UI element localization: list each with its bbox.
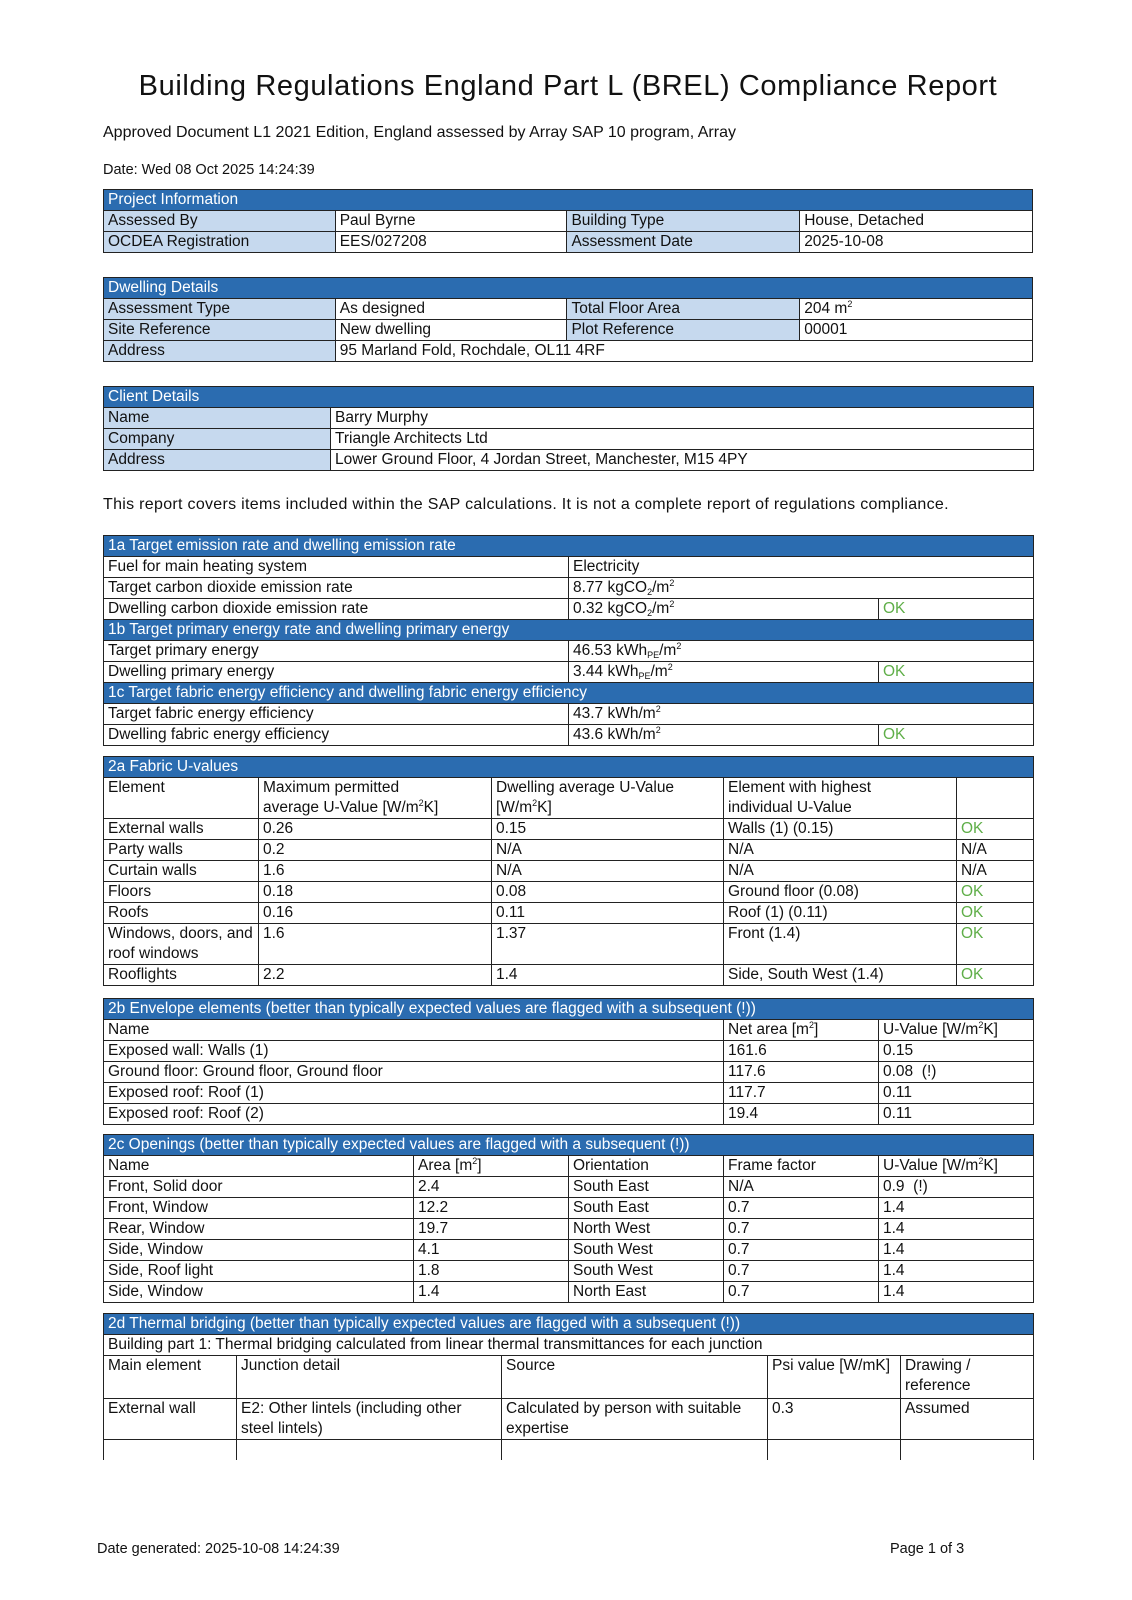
frame-factor: 0.7 <box>724 1198 879 1219</box>
section-header: 1b Target primary energy rate and dwelling primary energy <box>104 620 1034 641</box>
element-name: Windows, doors, and roof windows <box>104 924 259 965</box>
dwelling-primary-energy-value: 3.44 $kWh_{PE}/m^2$ <box>569 662 879 683</box>
u-value: 1.4 <box>879 1261 1034 1282</box>
max-u-value: 0.18 <box>259 882 492 903</box>
status-badge: N/A <box>957 840 1034 861</box>
u-value: 0.9 (!) <box>879 1177 1034 1198</box>
column-header <box>957 778 1034 819</box>
section-header: 2b Envelope elements (better than typically expected values are flagged with a subsequent (!)) <box>104 999 1034 1020</box>
floor-area-value: 204 $m^2$ <box>800 299 1033 320</box>
opening-name: Rear, Window <box>104 1219 414 1240</box>
row-label: Target carbon dioxide emission rate <box>104 578 569 599</box>
max-u-value: 1.6 <box>259 924 492 965</box>
dwelling-fee-value: 43.6 kWh/$m^2$ <box>569 725 879 746</box>
status-badge: OK <box>879 662 1034 683</box>
field-label: Building Type <box>567 211 800 232</box>
status-badge: OK <box>957 965 1034 986</box>
envelope-name: Exposed wall: Walls (1) <box>104 1041 724 1062</box>
section-header: 1a Target emission rate and dwelling emission rate <box>104 536 1034 557</box>
orientation: North West <box>569 1219 724 1240</box>
assessment-date-value: 2025-10-08 <box>800 232 1033 253</box>
status-badge: OK <box>879 599 1034 620</box>
max-u-value: 0.2 <box>259 840 492 861</box>
opening-area: 4.1 <box>414 1240 569 1261</box>
project-information-table <box>103 189 1033 253</box>
dwelling-details-table <box>103 277 1033 362</box>
fabric-u-values-table <box>103 756 1034 986</box>
field-label: OCDEA Registration <box>104 232 336 253</box>
column-header: Junction detail <box>237 1356 502 1399</box>
column-header: Frame factor <box>724 1156 879 1177</box>
assessment-type-value: As designed <box>335 299 567 320</box>
status-badge: OK <box>957 903 1034 924</box>
target-primary-energy-value: 46.53 $kWh_{PE}/m^2$ <box>569 641 1034 662</box>
orientation: South East <box>569 1177 724 1198</box>
u-value: 0.11 <box>879 1104 1034 1125</box>
footer-generated-date: Date generated: 2025-10-08 14:24:39 <box>97 1541 340 1557</box>
table-row <box>104 1282 1034 1303</box>
row-label: Dwelling carbon dioxide emission rate <box>104 599 569 620</box>
table-row <box>104 1240 1034 1261</box>
field-label: Site Reference <box>104 320 336 341</box>
row-label: Fuel for main heating system <box>104 557 569 578</box>
column-header: Element with highest individual U-Value <box>724 778 957 819</box>
column-header: Source <box>502 1356 768 1399</box>
opening-area: 12.2 <box>414 1198 569 1219</box>
column-header: Element <box>104 778 259 819</box>
net-area: 117.7 <box>724 1083 879 1104</box>
max-u-value: 0.26 <box>259 819 492 840</box>
max-u-value: 0.16 <box>259 903 492 924</box>
element-name: Party walls <box>104 840 259 861</box>
client-details-table <box>103 386 1034 471</box>
orientation: South West <box>569 1261 724 1282</box>
section-header: Project Information <box>104 190 1033 211</box>
report-date: Date: Wed 08 Oct 2025 14:24:39 <box>103 162 315 178</box>
column-header: Area $[m^2]$ <box>414 1156 569 1177</box>
opening-name: Side, Window <box>104 1282 414 1303</box>
max-u-value: 2.2 <box>259 965 492 986</box>
orientation: North East <box>569 1282 724 1303</box>
field-label: Assessment Date <box>567 232 800 253</box>
drawing-reference: Assumed <box>901 1399 1034 1440</box>
average-u-value: N/A <box>492 840 724 861</box>
highest-element: Roof (1) (0.11) <box>724 903 957 924</box>
net-area: 161.6 <box>724 1041 879 1062</box>
field-label: Total Floor Area <box>567 299 800 320</box>
building-type-value: House, Detached <box>800 211 1033 232</box>
average-u-value: N/A <box>492 861 724 882</box>
row-label: Target fabric energy efficiency <box>104 704 569 725</box>
net-area: 19.4 <box>724 1104 879 1125</box>
orientation: South East <box>569 1198 724 1219</box>
row-label: Target primary energy <box>104 641 569 662</box>
envelope-elements-table <box>103 998 1034 1125</box>
status-badge: N/A <box>957 861 1034 882</box>
average-u-value: 0.15 <box>492 819 724 840</box>
u-value: 0.11 <box>879 1083 1034 1104</box>
highest-element: Walls (1) (0.15) <box>724 819 957 840</box>
table-row <box>104 1198 1034 1219</box>
emission-energy-table <box>103 535 1034 746</box>
highest-element: N/A <box>724 861 957 882</box>
u-value: 1.4 <box>879 1282 1034 1303</box>
table-row <box>104 840 1034 861</box>
status-badge: OK <box>957 819 1034 840</box>
field-label: Company <box>104 429 331 450</box>
target-fee-value: 43.7 kWh/$m^2$ <box>569 704 1034 725</box>
opening-area: 1.8 <box>414 1261 569 1282</box>
u-value: 1.4 <box>879 1219 1034 1240</box>
thermal-bridging-table <box>103 1313 1034 1460</box>
opening-name: Front, Solid door <box>104 1177 414 1198</box>
psi-value: 0.3 <box>768 1399 901 1440</box>
column-header: Name <box>104 1156 414 1177</box>
report-title: Building Regulations England Part L (BREL) Compliance Report <box>138 70 998 102</box>
opening-area: 2.4 <box>414 1177 569 1198</box>
envelope-name: Exposed roof: Roof (2) <box>104 1104 724 1125</box>
footer-page-number: Page 1 of 3 <box>890 1541 965 1557</box>
opening-name: Side, Roof light <box>104 1261 414 1282</box>
element-name: Roofs <box>104 903 259 924</box>
client-name-value: Barry Murphy <box>331 408 1034 429</box>
table-row <box>104 882 1034 903</box>
row-label: Dwelling fabric energy efficiency <box>104 725 569 746</box>
column-header: Net area $[m^2]$ <box>724 1020 879 1041</box>
envelope-name: Ground floor: Ground floor, Ground floor <box>104 1062 724 1083</box>
table-row <box>104 1083 1034 1104</box>
field-label: Address <box>104 341 336 362</box>
column-header: Main element <box>104 1356 237 1399</box>
element-name: Floors <box>104 882 259 903</box>
site-reference-value: New dwelling <box>335 320 567 341</box>
fuel-value: Electricity <box>569 557 1034 578</box>
table-row <box>104 1399 1034 1440</box>
field-label: Address <box>104 450 331 471</box>
column-header: Psi value [W/mK] <box>768 1356 901 1399</box>
element-name: Rooflights <box>104 965 259 986</box>
client-company-value: Triangle Architects Ltd <box>331 429 1034 450</box>
assessed-by-value: Paul Byrne <box>335 211 567 232</box>
plot-reference-value: 00001 <box>800 320 1033 341</box>
table-row <box>104 1104 1034 1125</box>
client-address-value: Lower Ground Floor, 4 Jordan Street, Manchester, M15 4PY <box>331 450 1034 471</box>
average-u-value: 1.37 <box>492 924 724 965</box>
u-value: 1.4 <box>879 1198 1034 1219</box>
status-badge: OK <box>957 924 1034 965</box>
element-name: External walls <box>104 819 259 840</box>
table-row <box>104 1177 1034 1198</box>
ocdea-value: EES/027208 <box>335 232 567 253</box>
table-row <box>104 965 1034 986</box>
orientation: South West <box>569 1240 724 1261</box>
frame-factor: 0.7 <box>724 1219 879 1240</box>
frame-factor: 0.7 <box>724 1282 879 1303</box>
u-value: 1.4 <box>879 1240 1034 1261</box>
table-row <box>104 1261 1034 1282</box>
source: Calculated by person with suitable expertise <box>502 1399 768 1440</box>
field-label: Plot Reference <box>567 320 800 341</box>
section-header: Dwelling Details <box>104 278 1033 299</box>
average-u-value: 0.11 <box>492 903 724 924</box>
u-value: 0.15 <box>879 1041 1034 1062</box>
table-row <box>104 1062 1034 1083</box>
table-row <box>104 1219 1034 1240</box>
dwelling-co2-value: 0.32 $kgCO_2/m^2$ <box>569 599 879 620</box>
target-co2-value: 8.77 $kgCO_2/m^2$ <box>569 578 1034 599</box>
row-label: Dwelling primary energy <box>104 662 569 683</box>
column-header: Name <box>104 1020 724 1041</box>
dwelling-address-value: 95 Marland Fold, Rochdale, OL11 4RF <box>335 341 1032 362</box>
highest-element: N/A <box>724 840 957 861</box>
frame-factor: 0.7 <box>724 1240 879 1261</box>
column-header: Orientation <box>569 1156 724 1177</box>
max-u-value: 1.6 <box>259 861 492 882</box>
field-label: Name <box>104 408 331 429</box>
element-name: Curtain walls <box>104 861 259 882</box>
envelope-name: Exposed roof: Roof (1) <box>104 1083 724 1104</box>
net-area: 117.6 <box>724 1062 879 1083</box>
column-header: Drawing / reference <box>901 1356 1034 1399</box>
average-u-value: 0.08 <box>492 882 724 903</box>
opening-area: 19.7 <box>414 1219 569 1240</box>
status-badge: OK <box>957 882 1034 903</box>
table-row <box>104 819 1034 840</box>
column-header: Maximum permitted average U-Value $[W/m^2K]$ <box>259 778 492 819</box>
highest-element: Side, South West (1.4) <box>724 965 957 986</box>
section-header: 2a Fabric U-values <box>104 757 1034 778</box>
report-subtitle: Approved Document L1 2021 Edition, England assessed by Array SAP 10 program, Array <box>103 124 736 141</box>
main-element: External wall <box>104 1399 237 1440</box>
frame-factor: N/A <box>724 1177 879 1198</box>
highest-element: Ground floor (0.08) <box>724 882 957 903</box>
building-part-subheader: Building part 1: Thermal bridging calculated from linear thermal transmittances for each junction <box>104 1335 1034 1356</box>
table-row <box>104 903 1034 924</box>
section-header: 2d Thermal bridging (better than typically expected values are flagged with a subsequent (!)) <box>104 1314 1034 1335</box>
field-label: Assessed By <box>104 211 336 232</box>
opening-name: Side, Window <box>104 1240 414 1261</box>
highest-element: Front (1.4) <box>724 924 957 965</box>
openings-table <box>103 1134 1034 1303</box>
column-header: Dwelling average U-Value $[W/m^2K]$ <box>492 778 724 819</box>
section-header: 2c Openings (better than typically expected values are flagged with a subsequent (!)) <box>104 1135 1034 1156</box>
u-value: 0.08 (!) <box>879 1062 1034 1083</box>
average-u-value: 1.4 <box>492 965 724 986</box>
table-row <box>104 924 1034 965</box>
section-header: Client Details <box>104 387 1034 408</box>
table-row <box>104 861 1034 882</box>
report-scope-note: This report covers items included within the SAP calculations. It is not a complete report of regulations compliance. <box>103 496 949 513</box>
opening-area: 1.4 <box>414 1282 569 1303</box>
section-header: 1c Target fabric energy efficiency and dwelling fabric energy efficiency <box>104 683 1034 704</box>
status-badge: OK <box>879 725 1034 746</box>
column-header: U-Value $[W/m^2K]$ <box>879 1156 1034 1177</box>
opening-name: Front, Window <box>104 1198 414 1219</box>
field-label: Assessment Type <box>104 299 336 320</box>
frame-factor: 0.7 <box>724 1261 879 1282</box>
column-header: U-Value $[W/m^2K]$ <box>879 1020 1034 1041</box>
junction-detail: E2: Other lintels (including other steel lintels) <box>237 1399 502 1440</box>
table-row <box>104 1041 1034 1062</box>
